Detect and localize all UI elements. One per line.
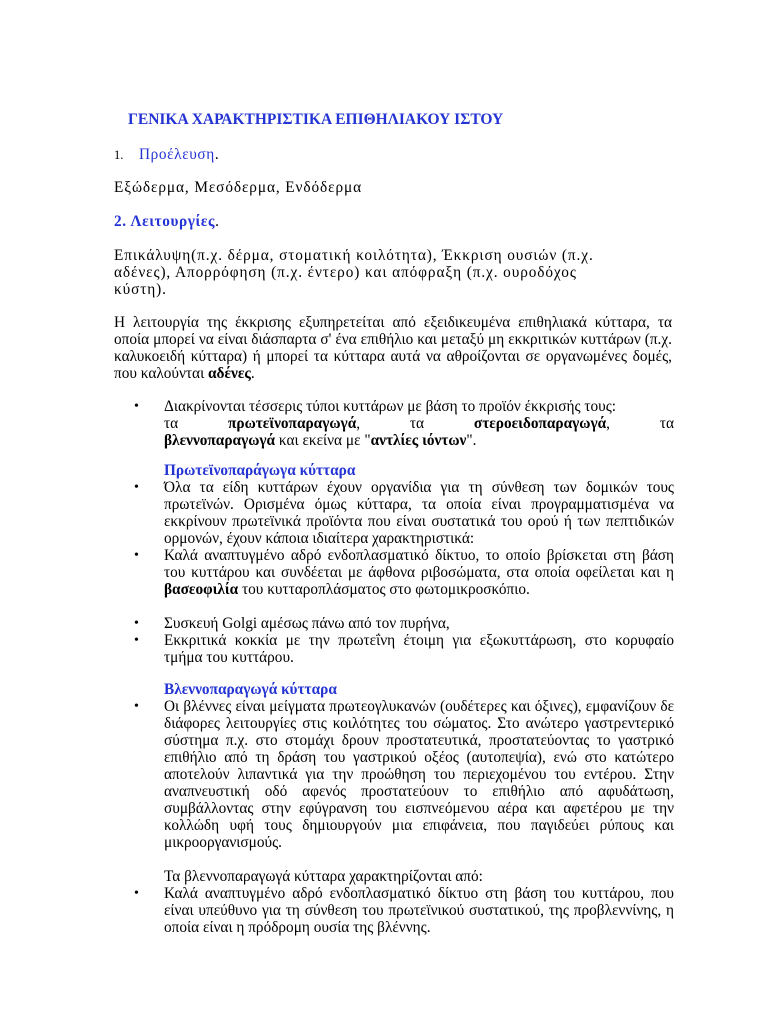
glands-term: αδένες (208, 365, 251, 382)
section-origin-heading (114, 146, 219, 164)
granules-text: Εκκριτικά κοκκία με την πρωτεΐνη έτοιμη για εξωκυττάρωση, στο κορυφαίο τμήμα του κυττάρου. (164, 632, 674, 666)
mucus-characteristics-text: Τα βλεννοπαραγωγά κύτταρα χαρακτηρίζονται από: (164, 868, 483, 885)
section-title: Λειτουργίες (130, 213, 216, 230)
bullet-icon: • (134, 399, 139, 414)
bullet-icon: • (134, 616, 139, 631)
section-title: Προέλευση (139, 146, 215, 163)
word: και εκείνα με " (275, 432, 371, 449)
word: τα (409, 415, 425, 432)
protein-intro-text: Όλα τα είδη κυττάρων έχουν οργανίδια για τη σύνθεση των δομικών τους πρωτεϊνών. Ορισμένα όμως κύτταρα, τα οποία είναι προγραμματισμένα να εκκρίνουν πρωτεϊνικά προϊόντα που είναι συστατικά του ορού ή των πεπτιδικών ορμονών, έχουν κάποια ιδιαίτερα χαρακτηριστικά: (164, 479, 674, 547)
golgi-text: Συσκευή Golgi αμέσως πάνω από τον πυρήνα, (164, 615, 450, 632)
cell-types-line-3 (164, 432, 674, 449)
section-functions-heading (114, 213, 219, 230)
text: του κυτταροπλάσματος στο φωτομικροσκόπιο. (238, 581, 530, 598)
mucus-intro-text: Οι βλέννες είναι μείγματα πρωτεογλυκανών (ουδέτερες και όξινες), εμφανίζουν δε διάφορες λειτουργίες στις κοιλότητες του σώματος. Στο ανώτερο γαστρεντερικό σύστημα π.χ. στο στομάχι δρουν προστατευτικά, προστατεύοντας το γαστρικό επιθήλιο από τη δράση του γαστρικού οξέος (αυτοπεψία), ενώ στο κατώτερο αποτελούν λιπαντικά για την προώθηση του περιεχομένου του εντέρου. Στην αναπνευστική οδό αφενός προστατεύουν το επιθήλιο από αφυδάτωση, συμβάλλοντας στην εφύγρανση του εισπνεόμενου αέρα και αφετέρου με την κολλώδη υφή τους δημιουργούν μια επιφάνεια, που παγιδεύει ρύπους και μικροοργανισμούς. (164, 698, 674, 851)
section-title-period: . (215, 213, 219, 230)
mucus-er-text: Καλά αναπτυγμένο αδρό ενδοπλασματικό δίκτυο στη βάση του κυττάρου, που είναι υπεύθυνο για τη σύνθεση του πρωτεϊνικού συστατικού, της προβλεννίνης, η οποία είναι η πρόδρομη ουσία της βλέννης. (164, 885, 674, 936)
functions-line-1: Επικάλυψη(π.χ. δέρμα, στοματική κοιλότητα), Έκκριση ουσιών (π.χ. (114, 247, 594, 264)
secretion-period: . (250, 365, 255, 382)
document-title: ΓΕΝΙΚΑ ΧΑΡΑΚΤΗΡΙΣΤΙΚΑ ΕΠΙΘΗΛΙΑΚΟΥ ΙΣΤΟΥ (128, 111, 504, 128)
word: τα (164, 415, 179, 432)
bullet-icon: • (134, 633, 139, 648)
cell-types-line-1: Διακρίνονται τέσσερις τύποι κυττάρων με βάση το προϊόν έκκρισής τους: (164, 398, 617, 415)
text: Καλά αναπτυγμένο αδρό ενδοπλασματικό δίκτυο, το οποίο βρίσκεται στη βάση του κυττάρου και συνδέεται με άφθονα ριβοσώματα, στα οποία οφείλεται και η (164, 547, 674, 581)
word: ". (466, 432, 477, 449)
bullet-icon: • (134, 886, 139, 901)
functions-line-3: κύστη). (114, 281, 167, 298)
section-title-period: . (214, 146, 219, 163)
mucus-cells-heading: Βλεννοπαραγωγά κύτταρα (164, 681, 337, 698)
steroid-term: στεροειδοπαραγωγά, (473, 415, 610, 432)
protein-cells-heading: Πρωτεϊνοπαράγωγα κύτταρα (164, 462, 356, 479)
secretion-text: Η λειτουργία της έκκρισης εξυπηρετείται από εξειδικευμένα επιθηλιακά κύτταρα, τα οποία μπορεί να είναι διάσπαρτα σ' ένα επιθήλιο και μεταξύ μη εκκριτικών κυττάρων (π.χ. καλυκοειδή κύτταρα) ή μπορεί τα κύτταρα αυτά να αθροίζονται σε οργανωμένες δομές, που καλούνται (114, 314, 672, 382)
section-number: 2. (114, 213, 127, 230)
bullet-icon: • (134, 480, 139, 495)
word: τα (659, 415, 674, 432)
functions-line-2: αδένες), Απορρόφηση (π.χ. έντερο) και απόφραξη (π.χ. ουροδόχος (114, 264, 577, 281)
mucus-term: βλεννοπαραγωγά (164, 432, 276, 449)
cell-types-text (164, 398, 674, 449)
secretion-paragraph (114, 314, 672, 382)
basophilia-term: βασεοφιλία (164, 581, 239, 598)
section-number: 1. (114, 148, 124, 162)
origins-text: Εξώδερμα, Μεσόδερμα, Ενδόδερμα (114, 179, 363, 196)
ion-pumps-term: αντλίες ιόντων (370, 432, 467, 449)
bullet-icon: • (134, 699, 139, 714)
bullet-icon: • (134, 548, 139, 563)
cell-types-line-2 (164, 415, 674, 432)
protein-term: πρωτεϊνοπαραγωγά, (228, 415, 361, 432)
protein-er-text (164, 547, 674, 598)
